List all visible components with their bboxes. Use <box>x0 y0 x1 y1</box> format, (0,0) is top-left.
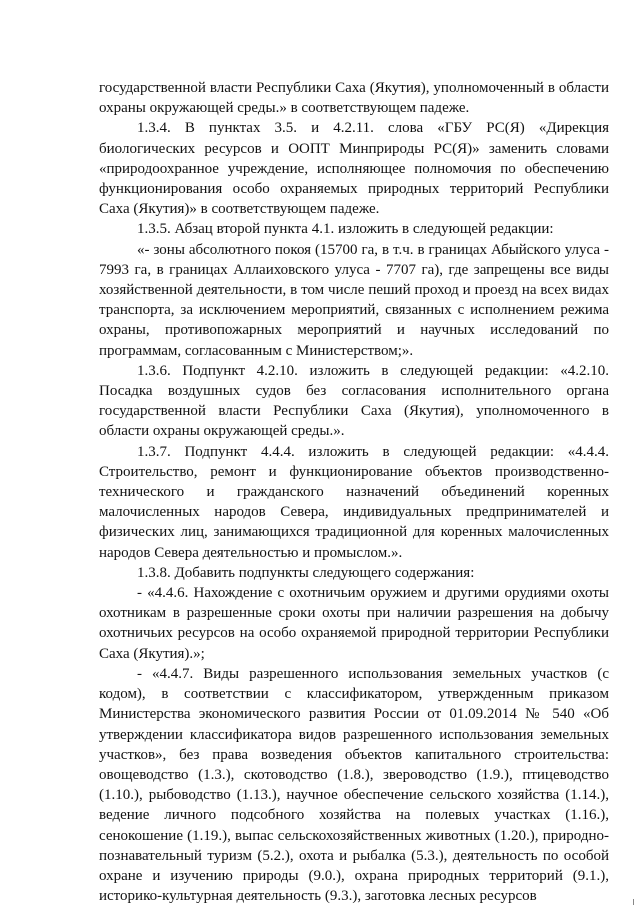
paragraph-1-3-8: 1.3.8. Добавить подпункты следующего содержания: <box>137 564 475 581</box>
paragraph-absolute-rest-zone: «- зоны абсолютного покоя (15700 га, в т.ч. в границах Абыйского улуса - 7993 га, в границах Аллаиховского улуса - 7707 га), где запрещены все виды хозяйственной деятельности, в том числе пеший проход и проезд на всех видах транспорта, за исключением мероприятий, связанных с исполнением режима охраны, противопожарных мероприятий и научных исследований по программам, согласованным с Министерством;». <box>99 241 609 359</box>
paragraph-1-3-7: 1.3.7. Подпункт 4.4.4. изложить в следующей редакции: «4.4.4. Строительство, ремонт и функционирование объектов производственно-технического и гражданского назначений объединений коренных малочисленных народов Севера, индивидуальных предпринимателей и физических лиц, занимающихся традиционной для коренных малочисленных народов Севера деятельностью и промыслом.». <box>99 443 609 561</box>
paragraph-1-3-6: 1.3.6. Подпункт 4.2.10. изложить в следующей редакции: «4.2.10. Посадка воздушных судов без согласования исполнительного органа государственной власти Республики Саха (Якутия), уполномоченного в области охраны окружающей среды.». <box>99 362 609 440</box>
paragraph-continuation: государственной власти Республики Саха (Якутия), уполномоченный в области охраны окружающей среды.» в соответствующем падеже. <box>99 80 609 117</box>
paragraph-1-3-5: 1.3.5. Абзац второй пункта 4.1. изложить в следующей редакции: <box>137 221 554 238</box>
document-body <box>99 78 609 906</box>
paragraph-4-4-6: - «4.4.6. Нахождение с охотничьим оружием и другими орудиями охоты охотникам в разрешенные сроки охоты при наличии разрешения на добычу охотничьих ресурсов на особо охраняемой природной территории Республики Саха (Якутия).»; <box>99 585 609 662</box>
paragraph-4-4-7: - «4.4.7. Виды разрешенного использования земельных участков (с кодом), в соответствии с классификатором, утвержденным приказом Министерства экономического развития России от 01.09.2014 № 540 «Об утверждении классификатора видов разрешенного использования земельных участков», без права возведения объектов капитального строительства: овощеводство (1.3.), скотоводство (1.8.), звероводство (1.9.), птицеводство (1.10.), рыбоводство (1.13.), научное обеспечение сельского хозяйства (1.14.), ведение личного подсобного хозяйства на полевых участках (1.16.), сенокошение (1.19.), выпас сельскохозяйственных животных (1.20.), природно-познавательный туризм (5.2.), охота и рыбалка (5.3.), деятельность по особой охране и изучению природы (9.0.), охрана природных территорий (9.1.), историко-культурная деятельность (9.3.), заготовка лесных ресурсов <box>99 665 609 905</box>
paragraph-1-3-4: 1.3.4. В пунктах 3.5. и 4.2.11. слова «ГБУ РС(Я) «Дирекция биологических ресурсов и ООПТ Минприроды РС(Я)» заменить словами «природоохранное учреждение, исполняющее полномочия по обеспечению функционирования особо охраняемых природных территорий Республики Саха (Якутия)» в соответствующем падеже. <box>99 120 609 218</box>
page-edge-mark <box>633 899 638 905</box>
